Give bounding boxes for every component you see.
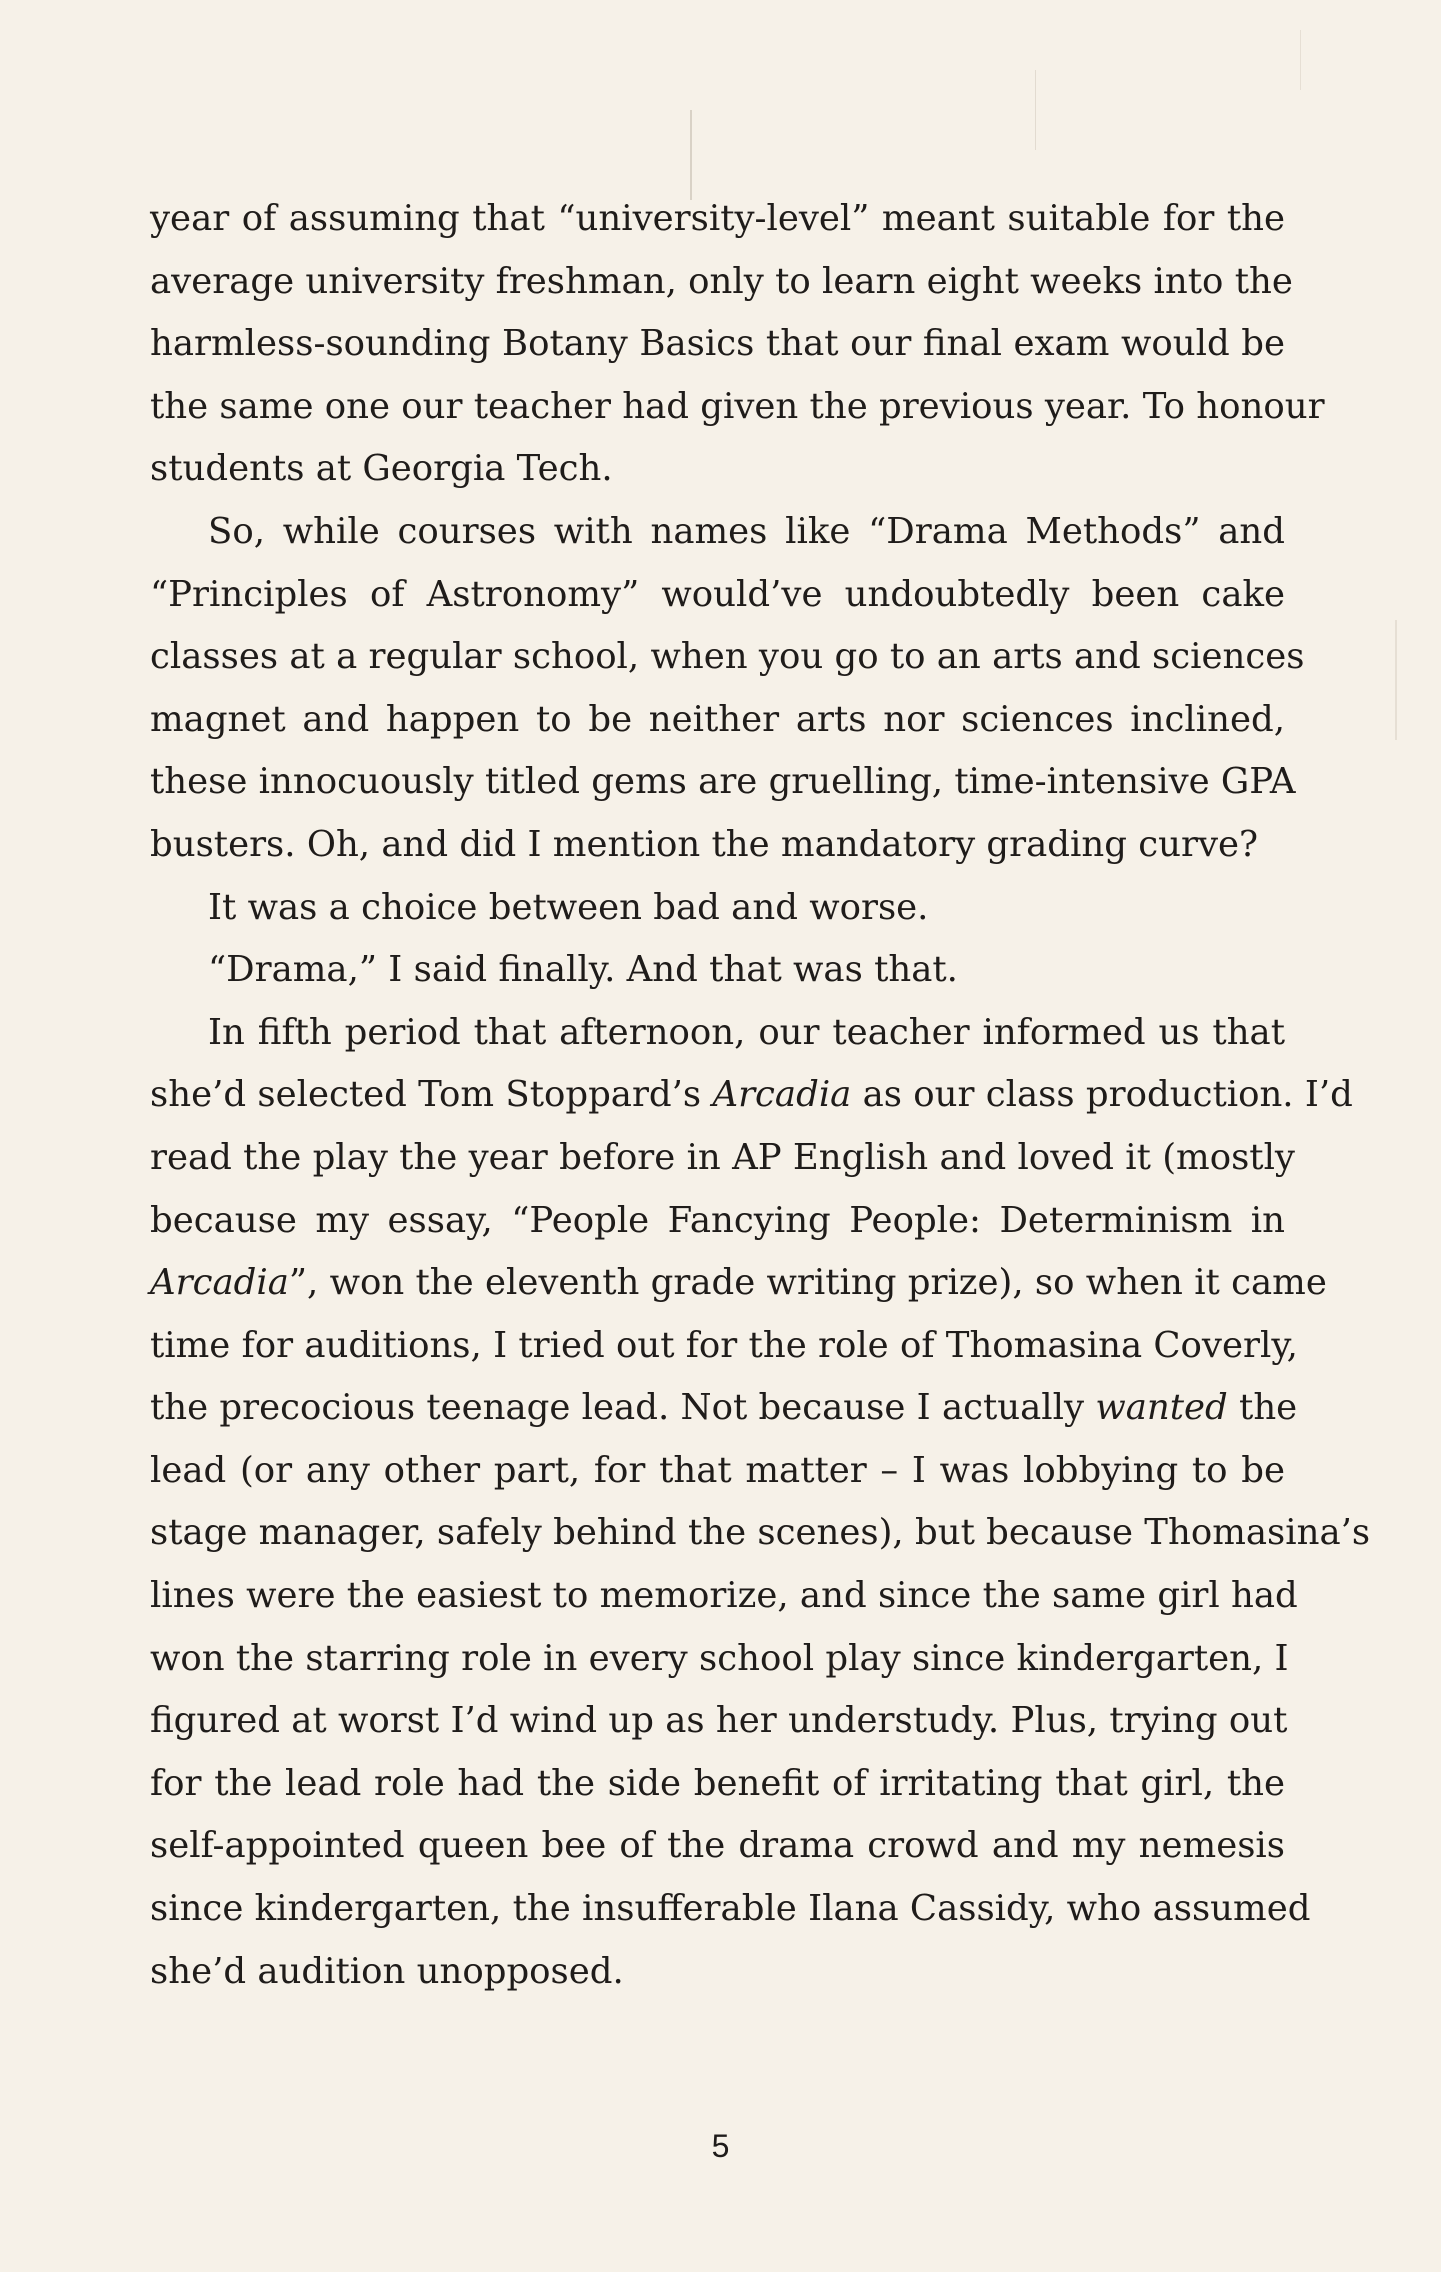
text-line: the same one our teacher had given the previous year. To honour <box>150 385 1325 427</box>
scan-artifact <box>1395 620 1397 740</box>
text-line: “Drama,” I said finally. And that was that. <box>208 949 958 991</box>
paragraph <box>150 877 1285 940</box>
text-line: classes at a regular school, when you go to an arts and sciences <box>150 636 1305 678</box>
text-line: busters. Oh, and did I mention the mandatory grading curve? <box>150 823 1259 865</box>
paragraph <box>150 188 1325 501</box>
text-line: So, while courses with names like “Drama Methods” and <box>208 510 1285 552</box>
text-line: students at Georgia Tech. <box>150 448 613 490</box>
text-line: read the play the year before in AP English and loved it (mostly <box>150 1136 1295 1178</box>
text-line: magnet and happen to be neither arts nor sciences inclined, <box>150 698 1285 740</box>
text-line: year of assuming that “university-level” meant suitable for the <box>150 198 1285 239</box>
text-line: lead (or any other part, for that matter – I was lobbying to be <box>150 1449 1285 1491</box>
paragraph <box>150 939 1285 1002</box>
text-line: In fifth period that afternoon, our teacher informed us that <box>208 1011 1285 1053</box>
paragraph <box>150 1002 1371 2004</box>
text-line: these innocuously titled gems are gruelling, time-intensive GPA <box>150 761 1296 803</box>
scan-artifact <box>1300 30 1301 90</box>
text-line: for the lead role had the side benefit of irritating that girl, the <box>150 1762 1285 1804</box>
text-line: harmless-sounding Botany Basics that our final exam would be <box>150 323 1285 365</box>
text-line: the precocious teenage lead. Not because I actually wanted the <box>150 1387 1298 1429</box>
text-line: figured at worst I’d wind up as her understudy. Plus, trying out <box>150 1700 1288 1742</box>
text-line: self-appointed queen bee of the drama crowd and my nemesis <box>150 1825 1285 1867</box>
text-line: she’d audition unopposed. <box>150 1950 624 1992</box>
scan-artifact <box>1035 70 1036 150</box>
text-line: she’d selected Tom Stoppard’s Arcadia as our class production. I’d <box>150 1074 1353 1116</box>
text-line: stage manager, safely behind the scenes), but because Thomasina’s <box>150 1512 1371 1554</box>
text-line: It was a choice between bad and worse. <box>208 886 929 928</box>
text-line: “Principles of Astronomy” would’ve undoubtedly been cake <box>150 573 1285 615</box>
paragraph <box>150 501 1305 877</box>
page-number: 5 <box>711 2128 730 2164</box>
text-line: Arcadia”, won the eleventh grade writing prize), so when it came <box>150 1262 1327 1304</box>
text-line: lines were the easiest to memorize, and since the same girl had <box>150 1575 1298 1617</box>
text-line: since kindergarten, the insufferable Ilana Cassidy, who assumed <box>150 1888 1311 1930</box>
scan-artifact <box>690 110 692 200</box>
body-text <box>150 188 1371 2003</box>
text-line: time for auditions, I tried out for the role of Thomasina Coverly, <box>150 1324 1298 1366</box>
text-line: won the starring role in every school play since kindergarten, I <box>150 1637 1289 1679</box>
text-line: because my essay, “People Fancying People: Determinism in <box>150 1199 1285 1241</box>
text-line: average university freshman, only to learn eight weeks into the <box>150 260 1293 302</box>
